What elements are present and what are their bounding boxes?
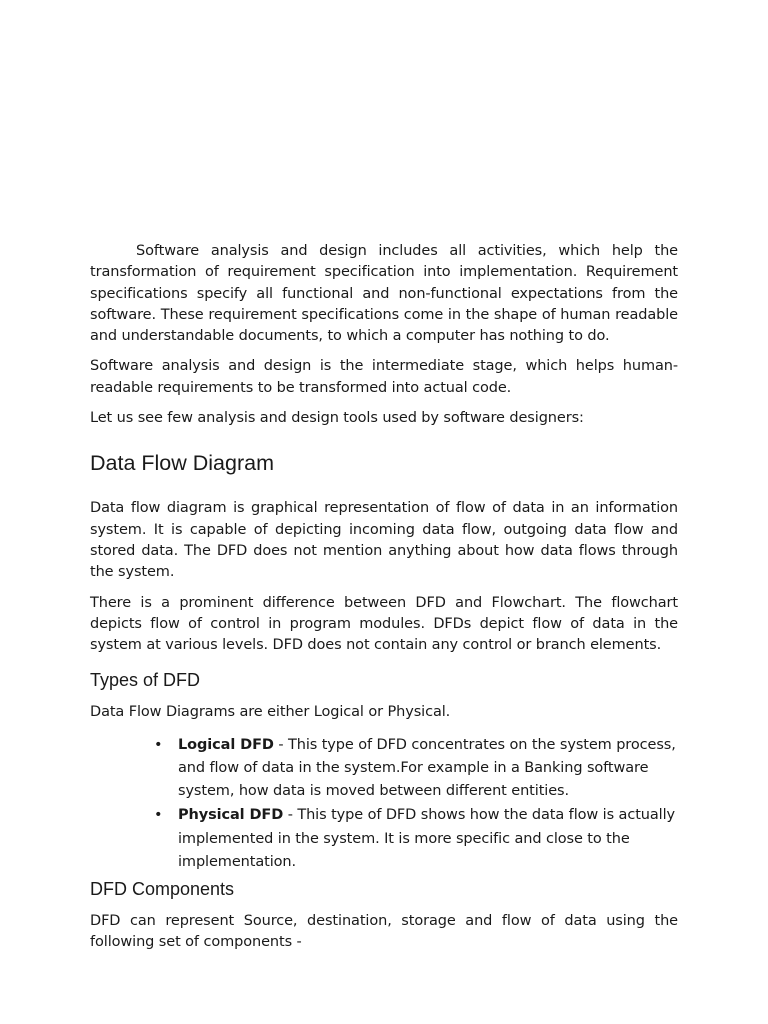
bullet-icon: • <box>154 736 163 753</box>
dfd-paragraph-1: Data flow diagram is graphical representation of flow of data in an information system. It is capable of depicting incoming data flow, outgoing data flow and stored data. The DFD does not mention anything about how data flows through the system. <box>90 500 678 581</box>
dfd-types-list <box>90 734 678 874</box>
tools-paragraph: Let us see few analysis and design tools used by software designers: <box>90 410 584 427</box>
components-heading: DFD Components <box>90 878 235 899</box>
intermediate-paragraph: Software analysis and design is the intermediate stage, which helps human-readable requirements to be transformed into actual code. <box>90 358 678 396</box>
dfd-paragraph-2: There is a prominent difference between DFD and Flowchart. The flowchart depicts flow of control in program modules. DFDs depict flow of data in the system at various levels. DFD does not contain any control or branch elements. <box>90 594 678 654</box>
list-item-term: Physical DFD <box>178 807 284 824</box>
list-item-term: Logical DFD <box>178 736 274 753</box>
list-item-physical <box>154 804 678 874</box>
list-item-text: - This type of DFD shows how the data flow is actually implemented in the system. It is more specific and close to the implementation. <box>178 807 676 870</box>
bullet-icon: • <box>154 807 163 824</box>
list-item-logical <box>154 734 678 804</box>
types-intro: Data Flow Diagrams are either Logical or Physical. <box>90 704 451 721</box>
types-heading: Types of DFD <box>90 670 201 691</box>
dfd-heading: Data Flow Diagram <box>90 451 274 476</box>
components-paragraph: DFD can represent Source, destination, storage and flow of data using the following set of components - <box>90 912 678 951</box>
list-item-text: - This type of DFD concentrates on the system process, and flow of data in the system.For example in a Banking software system, how data is moved between different entities. <box>178 736 676 800</box>
document-page <box>90 241 678 954</box>
intro-paragraph: Software analysis and design includes all activities, which help the transformation of requirement specification into implementation. Requirement specifications specify all functional and non-functional expectations from the software. These requirement specifications come in the shape of human readable and understandable documents, to which a computer has nothing to do. <box>90 243 678 345</box>
